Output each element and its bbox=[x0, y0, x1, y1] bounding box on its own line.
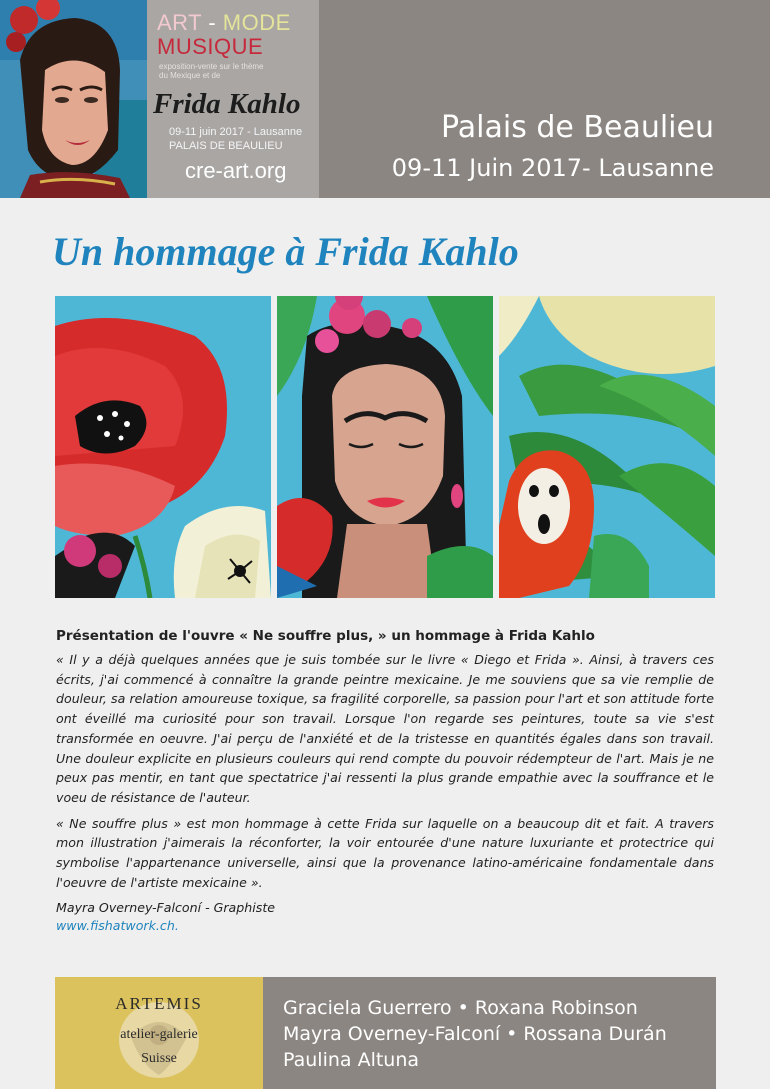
header-banner bbox=[0, 0, 770, 198]
article-paragraph-1: « Il y a déjà quelques années que je suis tombée sur le livre « Diego et Frida ». Ainsi, à travers ces écrits, j'ai commencé à connaître la grande peintre mexicaine. Je me souviens que sa vie remplie de douleur, sa relation amoureuse toxique, sa fragilité corporelle, sa passion pour l'art et son attitude forte ont éveillé ma curiosité pour son travail. Lorsque l'on regarde ses peintures, toute sa vie s'est transformée en oeuvre. J'ai perçu de l'anxiété et de la tristesse en quantités égales dans son travail. Une douleur explicite en plusieurs couleurs qui rend compte du pouvoir rédempteur de l'art. Mais je ne peux pas mentir, en tant que spectatrice j'ai ressenti la plus grande empathie avec la souffrance et le voeu de résistance de l'auteur. bbox=[56, 652, 714, 805]
expo-description: exposition-vente sur le thème du Mexique et de bbox=[159, 62, 264, 80]
artwork-triptych bbox=[55, 296, 716, 598]
artwork-panel-frida bbox=[277, 296, 493, 598]
artist-website-link[interactable]: www.fishatwork.ch. bbox=[56, 918, 179, 934]
frida-kahlo-logo-text: Frida Kahlo bbox=[153, 88, 301, 120]
page-title: Un hommage à Frida Kahlo bbox=[52, 229, 519, 274]
promo-card bbox=[147, 0, 319, 198]
article-paragraph-2: « Ne souffre plus » est mon hommage à cette Frida sur laquelle on a beaucoup dit et fait. A travers mon illustration j'aimerais la réconforter, la voir entourée d'une nature luxuriante et protectrice qui symbolise l'appartenance universelle, ainsi que la provenance latino-américaine fondamentale dans l'oeuvre de l'artiste mexicaine ». bbox=[56, 815, 714, 890]
artists-line-3: Paulina Altuna bbox=[283, 1049, 420, 1071]
artists-line-1: Graciela Guerrero • Roxana Robinson bbox=[283, 997, 638, 1019]
gallery-country: Suisse bbox=[141, 1051, 177, 1066]
frida-portrait-image bbox=[0, 0, 147, 198]
artists-list bbox=[263, 977, 716, 1089]
artwork-panel-monkey bbox=[499, 296, 715, 598]
promo-site-link[interactable]: cre-art.org bbox=[185, 158, 287, 183]
artwork-panel-poppy bbox=[55, 296, 271, 598]
venue-title: Palais de Beaulieu bbox=[441, 110, 714, 145]
art-mode-heading: ART - MODE bbox=[157, 10, 291, 35]
artists-line-2: Mayra Overney-Falconí • Rossana Durán bbox=[283, 1023, 667, 1045]
promo-dates: 09-11 juin 2017 - Lausanne bbox=[169, 126, 303, 138]
article-signature: Mayra Overney-Falconí - Graphiste bbox=[56, 900, 276, 916]
gallery-type: atelier-galerie bbox=[120, 1027, 198, 1042]
footer-banner bbox=[55, 977, 716, 1089]
gallery-logo-block bbox=[55, 977, 263, 1089]
gallery-name: ARTEMIS bbox=[115, 994, 203, 1013]
article-subtitle: Présentation de l'ouvre « Ne souffre plus, » un hommage à Frida Kahlo bbox=[56, 628, 595, 644]
article-body bbox=[56, 628, 714, 934]
musique-heading: MUSIQUE bbox=[157, 34, 264, 59]
venue-date: 09-11 Juin 2017- Lausanne bbox=[391, 154, 714, 182]
promo-venue: PALAIS DE BEAULIEU bbox=[169, 140, 283, 152]
